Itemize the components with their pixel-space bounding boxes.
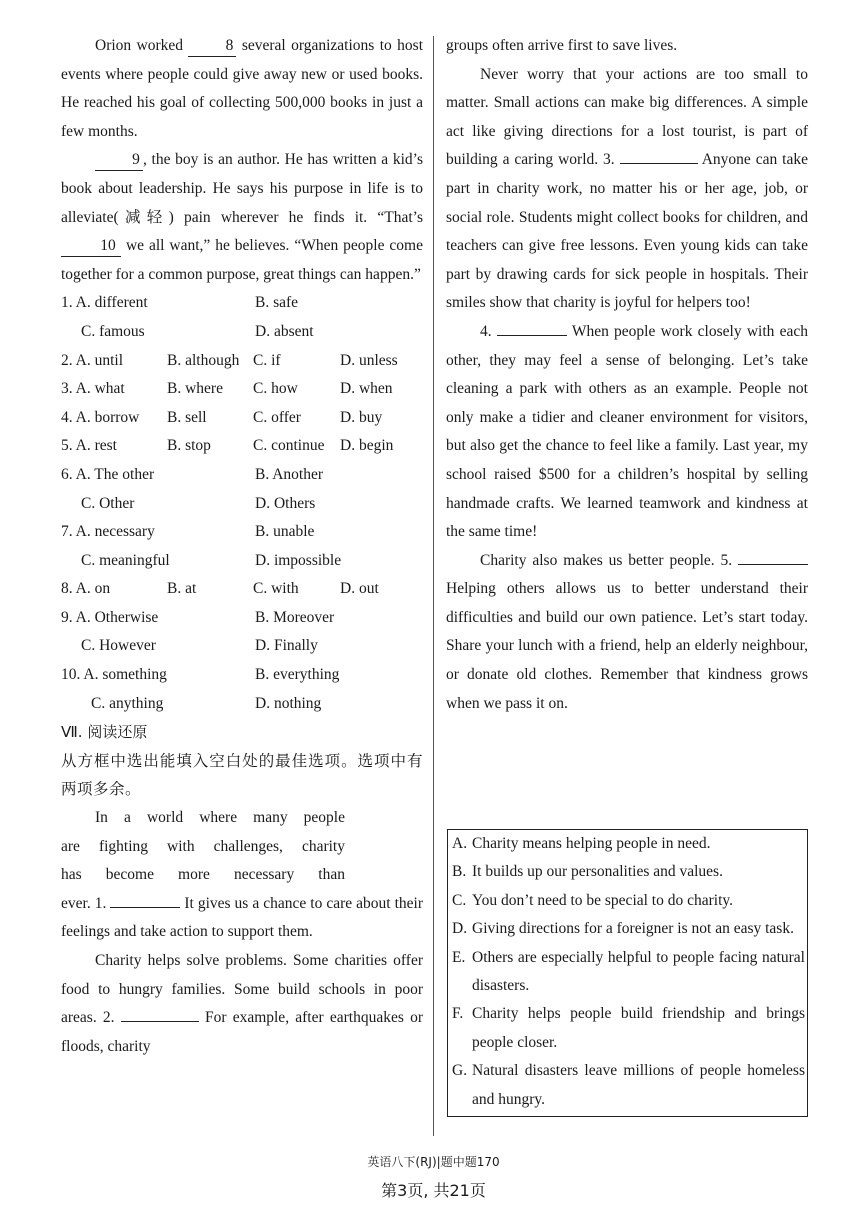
answer-blank-2 [121, 1021, 199, 1022]
question-10-options-2: C. anything D. nothing [91, 694, 322, 712]
option-item: B. It builds up our personalities and values. [452, 863, 723, 881]
passage-paragraph: 4. When people work closely with each other, they may feel a sense of belonging. Let’s take cleaning a park with others as an example. People not only make a tidier and cleaner environment for visitors, but also get the chance to feel like a family. Last year, my school raised $500 for a children’s hospital by selling handmade crafts. We learned teamwork and kindness at the same time! [446, 322, 808, 541]
section-title: Ⅶ. 阅读还原 [61, 723, 148, 742]
intro-line: are fighting with challenges, charity [61, 837, 345, 855]
right-column [446, 32, 808, 718]
left-column [61, 32, 423, 1061]
question-6-options: 6. A. The other B. Another [61, 465, 324, 483]
question-9-options-2: C. However D. Finally [81, 637, 318, 655]
question-1-options-2: C. famous D. absent [81, 322, 314, 340]
question-1-options: 1. A. different B. safe [61, 294, 299, 312]
option-item: G. Natural disasters leave millions of people homeless and hungry. [452, 1062, 805, 1108]
option-item: F. Charity helps people build friendship and brings people closer. [452, 1005, 805, 1051]
intro-line: has become more necessary than [61, 866, 345, 884]
section-instructions: 从方框中选出能填入空白处的最佳选项。选项中有两项多余。 [61, 751, 423, 799]
question-10-options: 10. A. something B. everything [61, 666, 340, 684]
question-3-options: 3. A. what B. where C. how D. when [61, 380, 393, 398]
question-2-options: 2. A. until B. although C. if D. unless [61, 351, 398, 369]
answer-blank: 10 [61, 236, 121, 257]
passage-paragraph: Orion worked 8 several organizations to host events where people could give away new or used books. He reached his goal of collecting 500,000 books in just a few months. [61, 37, 423, 140]
passage-paragraph: ever. 1. It gives us a chance to care about their feelings and take action to support them. [61, 894, 423, 941]
options-box [447, 829, 808, 1117]
answer-blank-4 [497, 335, 567, 336]
answer-blank-5 [738, 564, 808, 565]
footer-book-label: 英语八下(RJ)|题中题170 [367, 1155, 500, 1169]
intro-line: In a world where many people [95, 809, 345, 827]
option-item: D. Giving directions for a foreigner is not an easy task. [452, 920, 794, 938]
passage-paragraph: groups often arrive first to save lives. [446, 37, 678, 54]
answer-blank-1 [110, 907, 180, 908]
question-8-options: 8. A. on B. at C. with D. out [61, 580, 379, 598]
option-item: C. You don’t need to be special to do charity. [452, 891, 734, 909]
page-number: 第3页, 共21页 [381, 1181, 486, 1200]
question-9-options: 9. A. Otherwise B. Moreover [61, 608, 335, 626]
question-7-options: 7. A. necessary B. unable [61, 523, 315, 541]
option-item: A. Charity means helping people in need. [452, 835, 711, 852]
question-7-options-2: C. meaningful D. impossible [81, 551, 342, 569]
answer-blank: 9 [95, 150, 143, 171]
option-item: E. Others are especially helpful to people facing natural disasters. [452, 948, 805, 995]
answer-blank: 8 [188, 36, 236, 57]
passage-paragraph: 9 , the boy is an author. He has written a kid’s book about leadership. He says his purpose in life is to alleviate(减轻) pain wherever he finds it. “That’s 10 we all want,” he believes. “When people come together for a common purpose, great things can happen.” [61, 151, 423, 283]
passage-paragraph: Charity also makes us better people. 5. Helping others allows us to better understand their difficulties and build our own patience. Let’s start today. Share your lunch with a friend, help an elderly neighbour, or donate old clothes. Remember that kindness grows when we pass it on. [446, 551, 808, 712]
question-4-options: 4. A. borrow B. sell C. offer D. buy [61, 408, 383, 426]
question-6-options-2: C. Other D. Others [81, 494, 316, 512]
passage-paragraph: Charity helps solve problems. Some charities offer food to hungry families. Some build schools in poor areas. 2. For example, after earthquakes or floods, charity [61, 952, 423, 1055]
answer-blank-3 [620, 163, 698, 164]
question-5-options: 5. A. rest B. stop C. continue D. begin [61, 437, 394, 455]
passage-paragraph: Never worry that your actions are too small to matter. Small actions can make big differences. A simple act like giving directions for a lost tourist, is part of building a caring world. 3. Anyone can take part in charity work, no matter his or her age, job, or social role. Students might collect books for children, and teachers can give free lessons. Even young kids can take part by drawing cards for sick people in hospitals. Their smiles show that charity is joyful for helpers too! [446, 65, 808, 312]
column-divider [433, 36, 434, 1136]
